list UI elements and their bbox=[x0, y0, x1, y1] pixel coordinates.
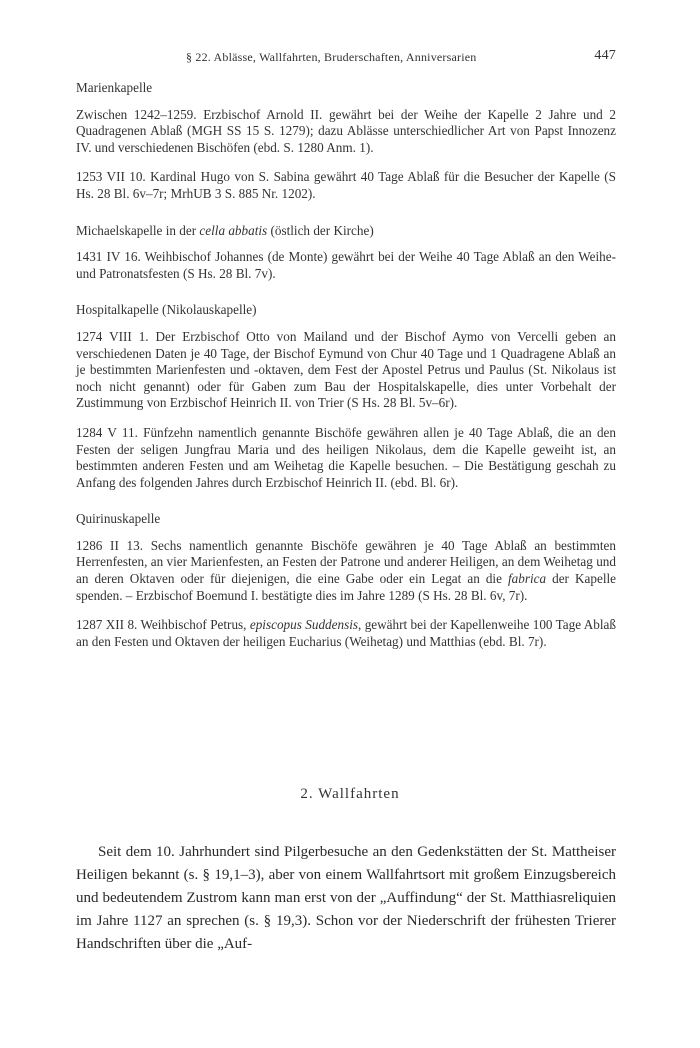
entry-paragraph: 1274 VIII 1. Der Erzbischof Otto von Mailand und der Bischof Aymo von Vercelli geben an verschiedenen Daten je 40 Tage, der Bischof Eymund von Chur 40 Tage und 1 Quadragene Ablaß an je bestimmten Marienfesten und -oktaven, dem Fest der Apostel Petrus und Paulus (St. Nikolaus ist noch nicht genannt) oder für Gaben zum Bau der Hospitalskapelle, dies unter Vorbehalt der Zustimmung von Erzbischof Heinrich II. von Trier (S Hs. 28 Bl. 5v–6r). bbox=[76, 328, 616, 411]
section-heading-michaelskapelle: Michaelskapelle in der cella abbatis (östlich der Kirche) bbox=[76, 222, 374, 238]
entry-paragraph: 1431 IV 16. Weihbischof Johannes (de Monte) gewährt bei der Weihe 40 Tage Ablaß an den Weihe- und Patronatsfesten (S Hs. 28 Bl. 7v). bbox=[76, 249, 616, 281]
section-heading-quirinuskapelle: Quirinuskapelle bbox=[76, 511, 161, 527]
chapter-section-title: 2. Wallfahrten bbox=[300, 786, 400, 802]
entry-paragraph: 1284 V 11. Fünfzehn namentlich genannte Bischöfe gewähren allen je 40 Tage Ablaß, die an den Festen der seligen Jungfrau Maria und des heiligen Nikolaus, dem die Kapelle geweiht ist, an bestimmten anderen Festen und am Weihetag die Kapelle besuchen. – Die Bestätigung geschah zu Anfang des folgenden Jahres durch Erzbischof Heinrich II. (ebd. Bl. 6r). bbox=[76, 424, 616, 490]
indulgence-list bbox=[76, 80, 616, 663]
entry-paragraph: 1286 II 13. Sechs namentlich genannte Bischöfe gewähren je 40 Tage Ablaß an bestimmten Herrenfesten, an vier Marienfesten, an Festen der Patrone und anderer Heiligen, an dem Weihetag und an deren Oktaven oder für diejenigen, die eine Gabe oder ein Legat an die fabrica der Kapelle spenden. – Erzbischof Boemund I. bestätigte dies im Jahre 1289 (S Hs. 28 Bl. 6v, 7r). bbox=[76, 537, 616, 603]
entry-paragraph: 1287 XII 8. Weihbischof Petrus, episcopus Suddensis, gewährt bei der Kapellenweihe 100 Tage Ablaß an den Festen und Oktaven der heiligen Eucharius (Weihetag) und Matthias (ebd. Bl. 7r). bbox=[76, 617, 616, 649]
section-heading-hospitalkapelle: Hospitalkapelle (Nikolauskapelle) bbox=[76, 302, 257, 318]
section-heading-marienkapelle: Marienkapelle bbox=[76, 80, 153, 95]
page-number: 447 bbox=[594, 48, 616, 63]
running-title: § 22. Ablässe, Wallfahrten, Bruderschaften, Anniversarien bbox=[186, 50, 477, 64]
entry-paragraph: 1253 VII 10. Kardinal Hugo von S. Sabina gewährt 40 Tage Ablaß für die Besucher der Kapelle (S Hs. 28 Bl. 6v–7r; MrhUB 3 S. 885 Nr. 1202). bbox=[76, 169, 616, 201]
body-paragraph: Seit dem 10. Jahrhundert sind Pilgerbesuche an den Gedenkstätten der St. Mattheiser Heiligen bekannt (s. § 19,1–3), aber von einem Wallfahrtsort mit großem Einzugsbereich und bedeutendem Zustrom kann man erst von der „Auffindung“ der St. Matthiasreliquien im Jahre 1127 an sprechen (s. § 19,3). Schon vor der Niederschrift der frühesten Trierer Handschriften über die „Auf- bbox=[76, 844, 616, 952]
entry-paragraph: Zwischen 1242–1259. Erzbischof Arnold II. gewährt bei der Weihe der Kapelle 2 Jahre und 2 Quadragenen Ablaß (MGH SS 15 S. 1279); dazu Ablässe unterschiedlicher Art von Papst Innozenz IV. und verschiedenen Bischöfen (ebd. S. 1280 Anm. 1). bbox=[76, 106, 616, 155]
